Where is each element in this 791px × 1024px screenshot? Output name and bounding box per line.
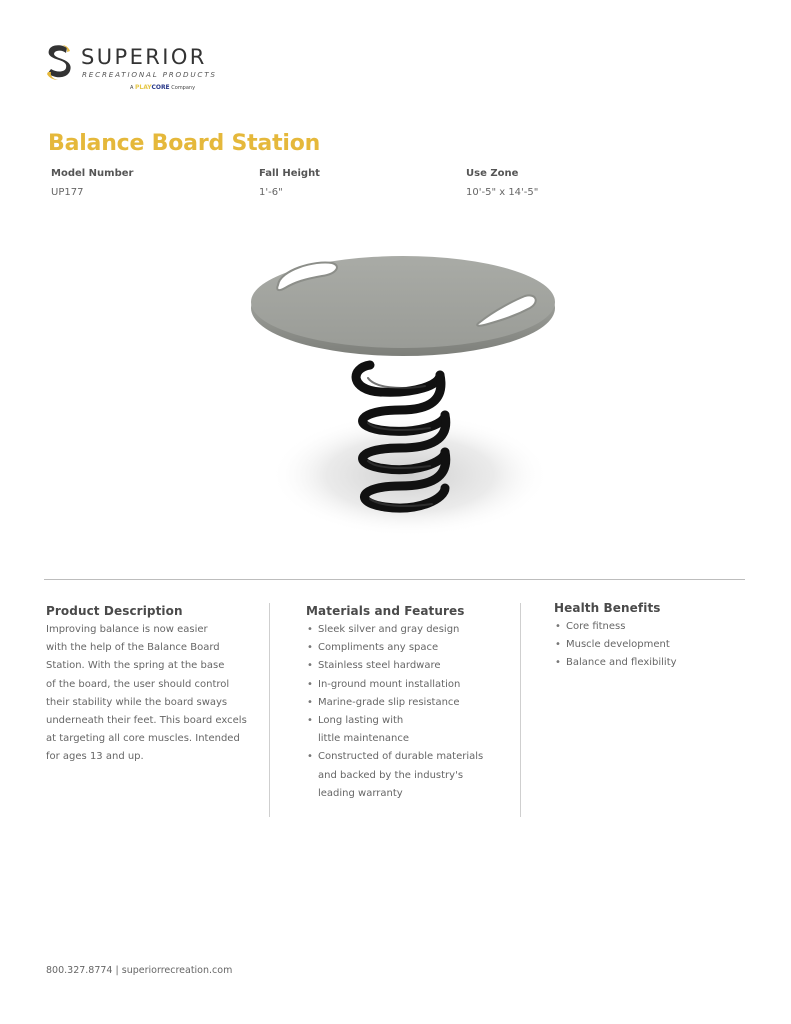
product-title: Balance Board Station xyxy=(48,131,321,156)
list-item: • Core fitness xyxy=(554,618,744,636)
description-line: at targeting all core muscles. Intended xyxy=(46,733,240,745)
footer-separator: | xyxy=(115,965,119,976)
column-separator xyxy=(269,603,270,817)
spec-label: Model Number xyxy=(51,168,134,179)
list-item: • Marine-grade slip resistance xyxy=(306,694,511,712)
section-heading: Product Description xyxy=(46,604,183,618)
footer-website-link[interactable]: superiorrecreation.com xyxy=(121,965,233,976)
spec-value: 10'-5" x 14'-5" xyxy=(466,187,539,198)
footer-contact xyxy=(46,965,232,977)
description-line: their stability while the board sways xyxy=(46,696,228,708)
product-description-section xyxy=(46,603,261,767)
parent-suffix: Company xyxy=(171,85,196,91)
brand-tagline: RECREATIONAL PRODUCTS xyxy=(82,70,217,79)
list-item: • Long lasting with little maintenance xyxy=(306,712,426,748)
list-item: • Muscle development xyxy=(554,636,744,654)
description-line: for ages 13 and up. xyxy=(46,751,144,763)
spec-label: Fall Height xyxy=(259,168,320,179)
footer-phone: 800.327.8774 xyxy=(46,965,113,976)
parent-play: PLAY xyxy=(135,84,152,91)
spec-model-number xyxy=(51,167,133,199)
health-benefits-section xyxy=(554,600,744,673)
parent-company xyxy=(130,84,195,92)
section-heading: Materials and Features xyxy=(306,604,465,618)
description-line: underneath their feet. This board excels xyxy=(46,715,247,727)
materials-features-section xyxy=(306,603,511,803)
spec-fall-height xyxy=(259,167,320,199)
list-item: • In-ground mount installation xyxy=(306,676,511,694)
product-image xyxy=(240,230,580,560)
list-item: • Constructed of durable materials and backed by the industry's leading warranty xyxy=(306,748,496,803)
description-line: Station. With the spring at the base xyxy=(46,660,225,672)
column-separator xyxy=(520,603,521,817)
section-divider xyxy=(44,579,745,580)
brand-name: SUPERIOR xyxy=(81,45,207,69)
spec-value: UP177 xyxy=(51,187,84,198)
description-text xyxy=(46,621,261,767)
spec-value: 1'-6" xyxy=(259,187,283,198)
description-line: with the help of the Balance Board xyxy=(46,642,220,654)
list-item: • Compliments any space xyxy=(306,639,511,657)
section-heading: Health Benefits xyxy=(554,601,661,615)
benefits-list xyxy=(554,618,744,673)
description-line: Improving balance is now easier xyxy=(46,624,208,635)
list-item: • Sleek silver and gray design xyxy=(306,621,511,639)
superior-s-logo-icon xyxy=(45,44,73,80)
brand-logo xyxy=(45,44,245,94)
features-list xyxy=(306,621,511,803)
parent-core: CORE xyxy=(151,84,170,91)
list-item: • Balance and flexibility xyxy=(554,654,744,672)
spec-use-zone xyxy=(466,167,538,199)
spec-label: Use Zone xyxy=(466,168,519,179)
list-item: • Stainless steel hardware xyxy=(306,657,511,675)
description-line: of the board, the user should control xyxy=(46,678,230,690)
parent-prefix: A xyxy=(130,85,134,91)
